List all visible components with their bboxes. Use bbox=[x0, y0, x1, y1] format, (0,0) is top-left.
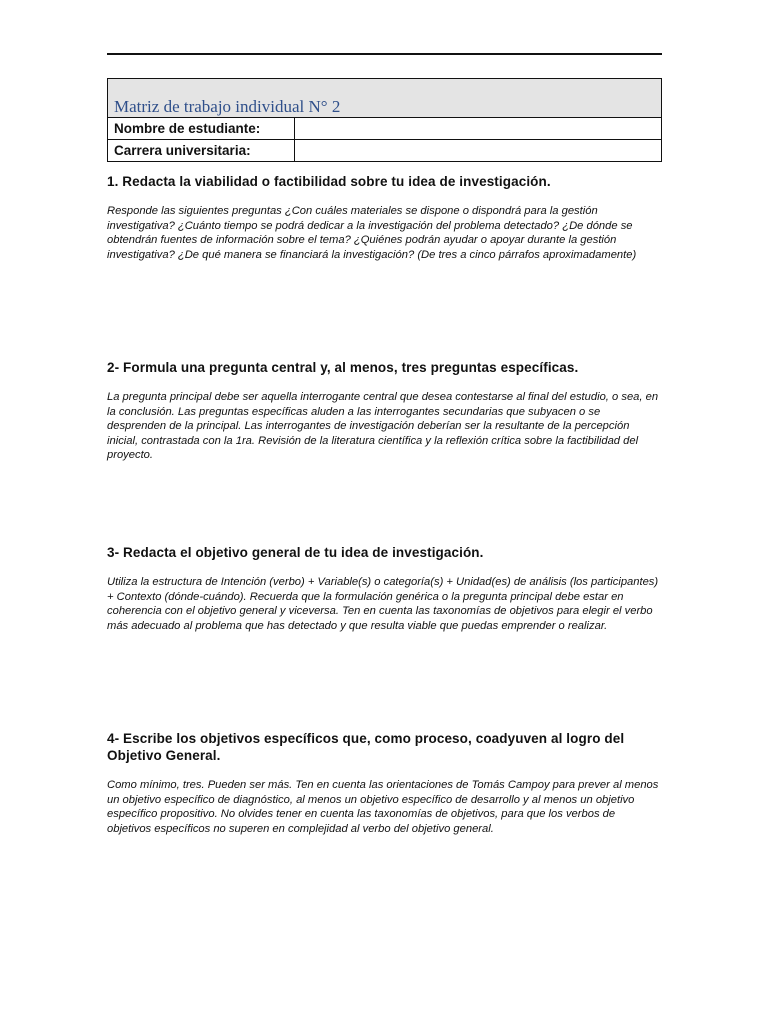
section-4-heading: 4- Escribe los objetivos específicos que, como proceso, coadyuven al logro del Objetivo General. bbox=[107, 731, 625, 763]
worksheet-header-table bbox=[107, 78, 662, 162]
section-3 bbox=[107, 544, 662, 633]
section-3-instructions: Utiliza la estructura de Intención (verbo) + Variable(s) o categoría(s) + Unidad(es) de análisis (los participantes) + Contexto (dónde-cuándo). Recuerda que la formulación genérica o la pregunta principal debe estar en coherencia con el objetivo general y viceversa. Ten en cuenta las taxonomías de objetivos para elegir el verbo más adecuado al problema que has detectado y que resulta viable que puedas emprender o realizar. bbox=[107, 576, 659, 632]
student-name-field[interactable] bbox=[295, 118, 662, 140]
top-horizontal-rule bbox=[107, 53, 662, 55]
worksheet-title: Matriz de trabajo individual N° 2 bbox=[108, 79, 662, 118]
section-2 bbox=[107, 359, 662, 463]
section-3-heading: 3- Redacta el objetivo general de tu idea de investigación. bbox=[107, 545, 484, 560]
career-field[interactable] bbox=[295, 140, 662, 162]
student-name-row bbox=[108, 118, 662, 140]
section-4 bbox=[107, 730, 662, 836]
section-1 bbox=[107, 173, 662, 262]
career-label: Carrera universitaria: bbox=[108, 140, 295, 162]
career-row bbox=[108, 140, 662, 162]
student-name-label: Nombre de estudiante: bbox=[108, 118, 295, 140]
section-4-instructions: Como mínimo, tres. Pueden ser más. Ten en cuenta las orientaciones de Tomás Campoy para prever al menos un objetivo específico de diagnóstico, al menos un objetivo específico de desarrollo y al menos un objetivo específico propositivo. No olvides tener en cuenta las taxonomías de objetivos, para que los verbos de objetivos específicos no superen en complejidad al verbo del objetivo general. bbox=[107, 779, 659, 835]
section-2-heading: 2- Formula una pregunta central y, al menos, tres preguntas específicas. bbox=[107, 360, 579, 375]
section-1-instructions: Responde las siguientes preguntas ¿Con cuáles materiales se dispone o dispondrá para la gestión investigativa? ¿Cuánto tiempo se podrá dedicar a la investigación del problema detectado? ¿De dónde se obtendrán fuentes de información sobre el tema? ¿Quiénes podrán ayudar o apoyar durante la gestión investigativa? ¿De qué manera se financiará la investigación? (De tres a cinco párrafos aproximadamente) bbox=[107, 205, 637, 261]
section-2-instructions: La pregunta principal debe ser aquella interrogante central que desea contestarse al final del estudio, o sea, en la conclusión. Las preguntas específicas aluden a las interrogantes secundarias que subyacen o se desprenden de la principal. Las interrogantes de investigación deberían ser la resultante de la percepción inicial, contrastada con la 1ra. Revisión de la literatura científica y la reflexión crítica sobre la factibilidad del proyecto. bbox=[107, 391, 659, 461]
section-1-heading: 1. Redacta la viabilidad o factibilidad sobre tu idea de investigación. bbox=[107, 174, 551, 189]
